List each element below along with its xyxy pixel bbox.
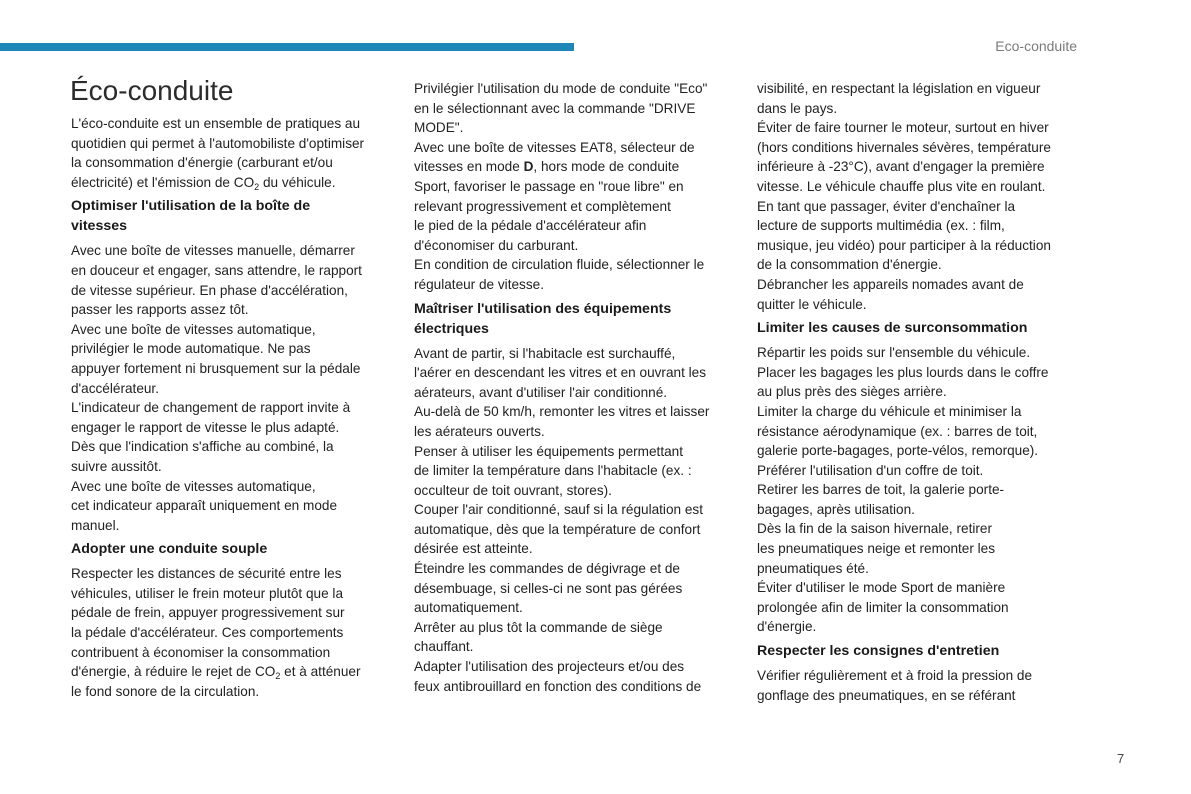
text-line: en le sélectionnant avec la commande "DRIVE: [414, 100, 696, 116]
text-line: Éteindre les commandes de dégivrage et de: [414, 561, 680, 577]
text-line: En tant que passager, éviter d'enchaîner la: [757, 198, 1016, 214]
text-line: d'énergie, à réduire le rejet de $CO_2$ et à atténuer: [71, 664, 361, 682]
text-line: de la consommation d'énergie.: [757, 257, 942, 273]
text-line: aérateurs, avant d'utiliser l'air conditionné.: [414, 384, 668, 400]
text-line: cet indicateur apparaît uniquement en mode: [71, 498, 338, 514]
text-line: le pied de la pédale d'accélérateur afin: [414, 218, 647, 234]
text-line: les aérateurs ouverts.: [414, 423, 545, 439]
gearbox-paragraph: [71, 241, 393, 535]
text-line: automatique, dès que la température de confort: [414, 521, 701, 537]
smooth-driving-paragraph: [71, 564, 393, 701]
column-2: [414, 79, 738, 696]
text-line: lecture de supports multimédia (ex. : film,: [757, 218, 1005, 234]
text-line: relevant progressivement et complètement: [414, 198, 671, 214]
visibility-paragraph: [757, 79, 1081, 314]
text-line: le fond sonore de la circulation.: [71, 683, 260, 699]
text-line: électricité) et l'émission de $CO_2$ du véhicule.: [71, 174, 336, 192]
text-line: d'économiser du carburant.: [414, 237, 579, 253]
text-line: Limiter la charge du véhicule et minimiser la: [757, 403, 1022, 419]
text-line: L'indicateur de changement de rapport invite à: [71, 400, 351, 416]
text-line: Placer les bagages les plus lourds dans le coffre: [757, 364, 1049, 380]
text-line: vitesses en mode D, hors mode de conduite: [414, 159, 680, 175]
text-line: gonflage des pneumatiques, en se référant: [757, 687, 1016, 703]
eco-mode-paragraph: [414, 79, 738, 295]
maintenance-paragraph: [757, 666, 1081, 705]
text-line: Avec une boîte de vitesses automatique,: [71, 478, 316, 494]
text-line: visibilité, en respectant la législation en vigueur: [757, 81, 1041, 96]
electrical-paragraph: [414, 344, 738, 697]
text-line: Avec une boîte de vitesses manuelle, démarrer: [71, 243, 355, 259]
text-line: les pneumatiques neige et remonter les: [757, 541, 996, 557]
text-line: manuel.: [71, 517, 120, 533]
text-line: Au-delà de 50 km/h, remonter les vitres et laisser: [414, 404, 710, 420]
text-line: résistance aérodynamique (ex. : barres de toit,: [757, 423, 1038, 439]
page-title: Éco-conduite: [70, 75, 234, 106]
text-line: Dès la fin de la saison hivernale, retirer: [757, 521, 992, 537]
text-line: chauffant.: [414, 639, 474, 655]
text-line: d'énergie.: [757, 619, 817, 635]
text-line: désembuage, si celles-ci ne sont pas gérées: [414, 580, 683, 596]
intro-paragraph: [71, 114, 393, 192]
text-line: Éviter d'utiliser le mode Sport de manière: [757, 580, 1006, 596]
text-line: en douceur et engager, sans attendre, le rapport: [71, 262, 362, 278]
text-line: vitesse. Le véhicule chauffe plus vite en roulant.: [757, 178, 1046, 194]
text-line: passer les rapports assez tôt.: [71, 302, 249, 318]
text-line: Privilégier l'utilisation du mode de conduite "Eco": [414, 81, 708, 96]
text-line: quitter le véhicule.: [757, 296, 867, 312]
text-line: bagages, après utilisation.: [757, 501, 915, 517]
text-line: inférieure à -23°C), avant d'engager la première: [757, 159, 1045, 175]
column-3: [757, 79, 1081, 705]
text-line: de limiter la température dans l'habitacle (ex. :: [414, 463, 692, 479]
column-1: [71, 114, 393, 701]
text-line: de vitesse supérieur. En phase d'accélération,: [71, 282, 348, 298]
text-line: musique, jeu vidéo) pour participer à la réduction: [757, 237, 1051, 253]
page-number: 7: [1117, 751, 1125, 766]
text-line: MODE".: [414, 120, 464, 136]
text-line: Avant de partir, si l'habitacle est surchauffé,: [414, 345, 676, 361]
text-line: En condition de circulation fluide, sélectionner le: [414, 257, 705, 273]
text-line: Vérifier régulièrement et à froid la pression de: [757, 668, 1033, 684]
text-line: Respecter les distances de sécurité entre les: [71, 566, 342, 582]
overconsumption-paragraph: [757, 343, 1081, 637]
text-line: suivre aussitôt.: [71, 458, 162, 474]
text-line: l'aérer en descendant les vitres et en ouvrant les: [414, 365, 707, 381]
text-line: engager le rapport de vitesse le plus adapté.: [71, 419, 340, 435]
text-line: Adapter l'utilisation des projecteurs et/ou des: [414, 659, 685, 675]
text-line: pneumatiques été.: [757, 560, 869, 576]
text-line: d'accélérateur.: [71, 380, 159, 396]
text-line: prolongée afin de limiter la consommation: [757, 599, 1009, 615]
text-line: L'éco-conduite est un ensemble de pratiques au: [71, 116, 361, 131]
text-line: Préférer l'utilisation d'un coffre de toit.: [757, 462, 984, 478]
heading-gearbox: Optimiser l'utilisation de la boîte de vitesses: [71, 198, 311, 235]
text-line: automatiquement.: [414, 600, 523, 616]
text-line: feux antibrouillard en fonction des conditions de: [414, 678, 702, 694]
text-line: (hors conditions hivernales sévères, température: [757, 139, 1051, 155]
text-line: quotidien qui permet à l'automobiliste d'optimiser: [71, 135, 365, 151]
text-line: Avec une boîte de vitesses automatique,: [71, 321, 316, 337]
text-line: véhicules, utiliser le frein moteur plutôt que la: [71, 585, 344, 601]
text-line: Débrancher les appareils nomades avant de: [757, 276, 1024, 292]
text-line: galerie porte-bagages, porte-vélos, remorque).: [757, 443, 1039, 459]
text-line: Avec une boîte de vitesses EAT8, sélecteur de: [414, 139, 695, 155]
text-line: Couper l'air conditionné, sauf si la régulation est: [414, 502, 703, 518]
top-accent-bar: [0, 43, 574, 51]
text-line: contribuent à économiser la consommation: [71, 644, 331, 660]
text-line: privilégier le mode automatique. Ne pas: [71, 341, 311, 357]
heading-smooth-driving: Adopter une conduite souple: [71, 541, 268, 558]
text-line: Répartir les poids sur l'ensemble du véhicule.: [757, 345, 1031, 361]
heading-overconsumption: Limiter les causes de surconsommation: [757, 320, 1028, 337]
text-line: pédale de frein, appuyer progressivement sur: [71, 605, 345, 621]
text-line: Arrêter au plus tôt la commande de siège: [414, 619, 663, 635]
text-line: désirée est atteinte.: [414, 541, 533, 557]
text-line: Dès que l'indication s'affiche au combiné, la: [71, 439, 334, 455]
text-line: au plus près des sièges arrière.: [757, 384, 947, 400]
text-line: la pédale d'accélérateur. Ces comportements: [71, 625, 344, 641]
text-line: Penser à utiliser les équipements permettant: [414, 443, 683, 459]
text-line: Sport, favoriser le passage en "roue libre" en: [414, 178, 684, 194]
section-label: Eco-conduite: [995, 38, 1077, 54]
text-line: appuyer fortement ni brusquement sur la pédale: [71, 360, 361, 376]
text-line: Retirer les barres de toit, la galerie porte-: [757, 482, 1005, 498]
heading-electrical-equipment: Maîtriser l'utilisation des équipements électriques: [414, 300, 672, 337]
text-line: la consommation d'énergie (carburant et/ou: [71, 155, 333, 171]
text-line: régulateur de vitesse.: [414, 276, 544, 292]
text-line: Éviter de faire tourner le moteur, surtout en hiver: [757, 120, 1049, 136]
heading-maintenance: Respecter les consignes d'entretien: [757, 643, 1000, 660]
text-line: occulteur de toit ouvrant, stores).: [414, 482, 612, 498]
text-line: dans le pays.: [757, 100, 838, 116]
